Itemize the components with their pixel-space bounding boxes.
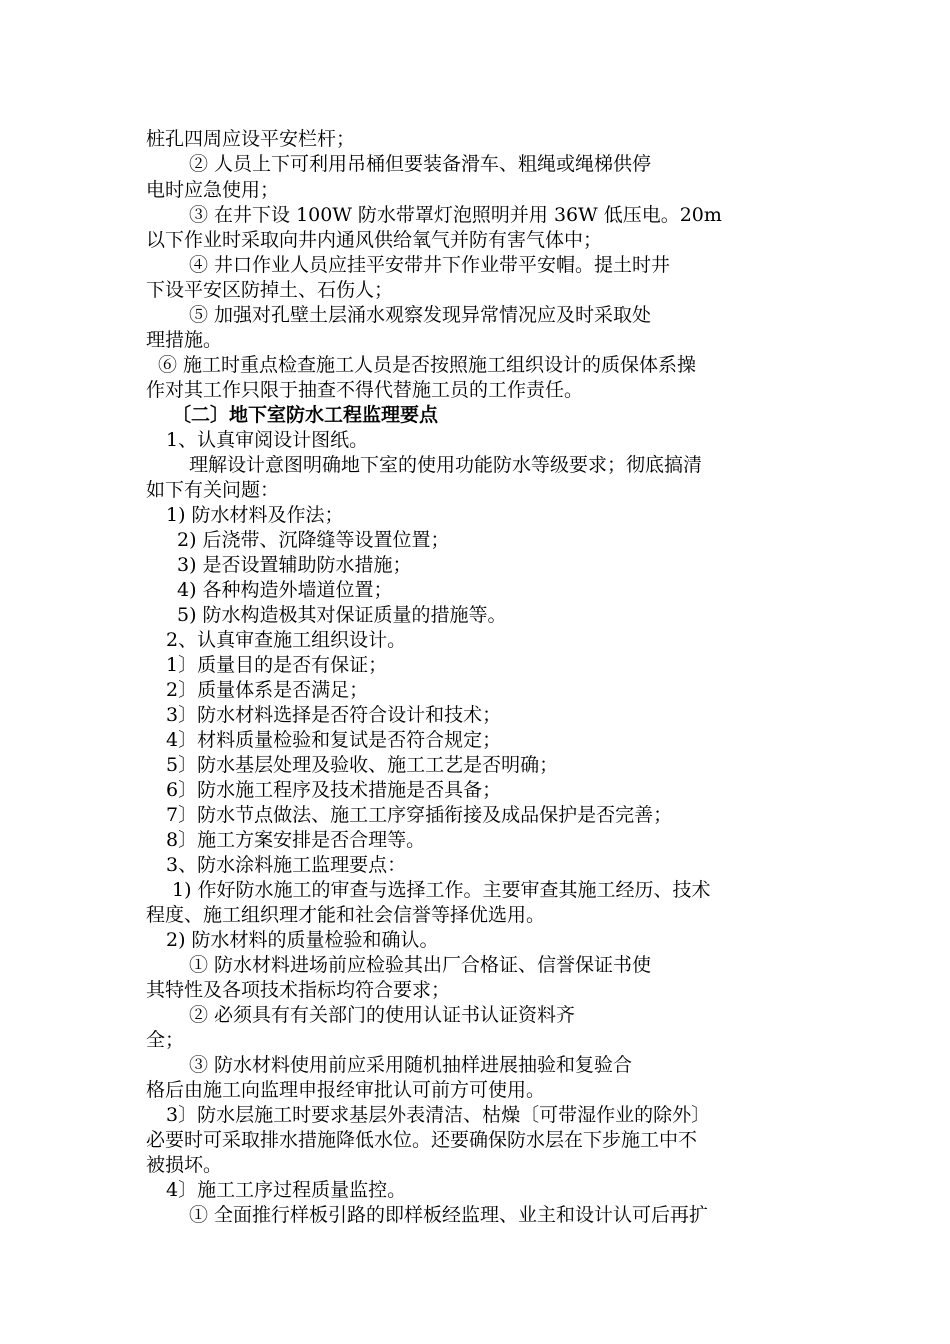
text-line: ⑤ 加强对孔壁土层涌水观察发现异常情况应及时采取处	[189, 304, 652, 326]
text-line: ④ 井口作业人员应挂平安带井下作业带平安帽。提土时井	[189, 254, 671, 276]
text-line: 5) 防水构造极其对保证质量的措施等。	[177, 604, 507, 626]
section-heading: 〔二〕地下室防水工程监理要点	[172, 404, 439, 426]
text-line: 3、防水涂料施工监理要点：	[166, 854, 407, 876]
text-line: 理解设计意图明确地下室的使用功能防水等级要求；彻底搞清	[189, 454, 703, 476]
text-line: ① 全面推行样板引路的即样板经监理、业主和设计认可后再扩	[189, 1204, 709, 1226]
text-line: ③ 防水材料使用前应采用随机抽样进展抽验和复验合	[189, 1054, 633, 1076]
text-line: 下设平安区防掉土、石伤人；	[146, 279, 394, 301]
text-line: 5〕防水基层处理及验收、施工工艺是否明确；	[166, 754, 559, 776]
text-line: 4) 各种构造外墙道位置；	[177, 579, 393, 601]
text-line: 其特性及各项技术指标均符合要求；	[146, 979, 451, 1001]
text-line: 如下有关问题：	[146, 479, 280, 501]
text-line: 桩孔四周应设平安栏杆；	[146, 128, 356, 150]
text-line: 格后由施工向监理申报经审批认可前方可使用。	[146, 1079, 546, 1101]
text-line: 理措施。	[146, 329, 223, 351]
text-line: ② 人员上下可利用吊桶但要装备滑车、粗绳或绳梯供停	[189, 153, 652, 175]
text-line: 被损坏。	[146, 1154, 223, 1176]
text-line: ① 防水材料进场前应检验其出厂合格证、信誉保证书使	[189, 954, 652, 976]
text-line: 电时应急使用；	[146, 179, 280, 201]
text-line: 必要时可采取排水措施降低水位。还要确保防水层在下步施工中不	[146, 1129, 698, 1151]
text-line: 2) 防水材料的质量检验和确认。	[166, 929, 439, 951]
text-line: 3〕防水材料选择是否符合设计和技术；	[166, 704, 502, 726]
text-line: ② 必须具有有关部门的使用认证书认证资料齐	[189, 1004, 576, 1026]
text-line: 8〕施工方案安排是否合理等。	[166, 829, 426, 851]
text-line: 全；	[146, 1029, 185, 1051]
text-line: 4〕施工工序过程质量监控。	[166, 1179, 407, 1201]
text-line: 1) 作好防水施工的审查与选择工作。主要审查其施工经历、技术	[172, 879, 711, 901]
text-line: 1) 防水材料及作法；	[166, 504, 344, 526]
text-line: 作对其工作只限于抽查不得代替施工员的工作责任。	[146, 379, 584, 401]
text-line: ③ 在井下设 100W 防水带罩灯泡照明并用 36W 低压电。20m	[189, 204, 722, 226]
text-line: 3〕防水层施工时要求基层外表清洁、枯燥〔可带湿作业的除外〕	[166, 1104, 711, 1126]
text-line: 2〕质量体系是否满足；	[166, 679, 369, 701]
text-line: 1、认真审阅设计图纸。	[166, 429, 369, 451]
text-line: 2、认真审查施工组织设计。	[166, 629, 407, 651]
text-line: 1〕质量目的是否有保证；	[166, 654, 388, 676]
text-line: 4〕材料质量检验和复试是否符合规定；	[166, 729, 502, 751]
text-line: 以下作业时采取向井内通风供给氧气并防有害气体中；	[146, 229, 603, 251]
text-line: 6〕防水施工程序及技术措施是否具备；	[166, 779, 502, 801]
text-line: 2) 后浇带、沉降缝等设置位置；	[177, 529, 450, 551]
text-line: 7〕防水节点做法、施工工序穿插衔接及成品保护是否完善；	[166, 804, 673, 826]
text-line: 3) 是否设置辅助防水措施；	[177, 554, 412, 576]
text-line: 程度、施工组织理才能和社会信誉等择优选用。	[146, 904, 546, 926]
text-line: ⑥ 施工时重点检查施工人员是否按照施工组织设计的质保体系操	[158, 354, 697, 376]
